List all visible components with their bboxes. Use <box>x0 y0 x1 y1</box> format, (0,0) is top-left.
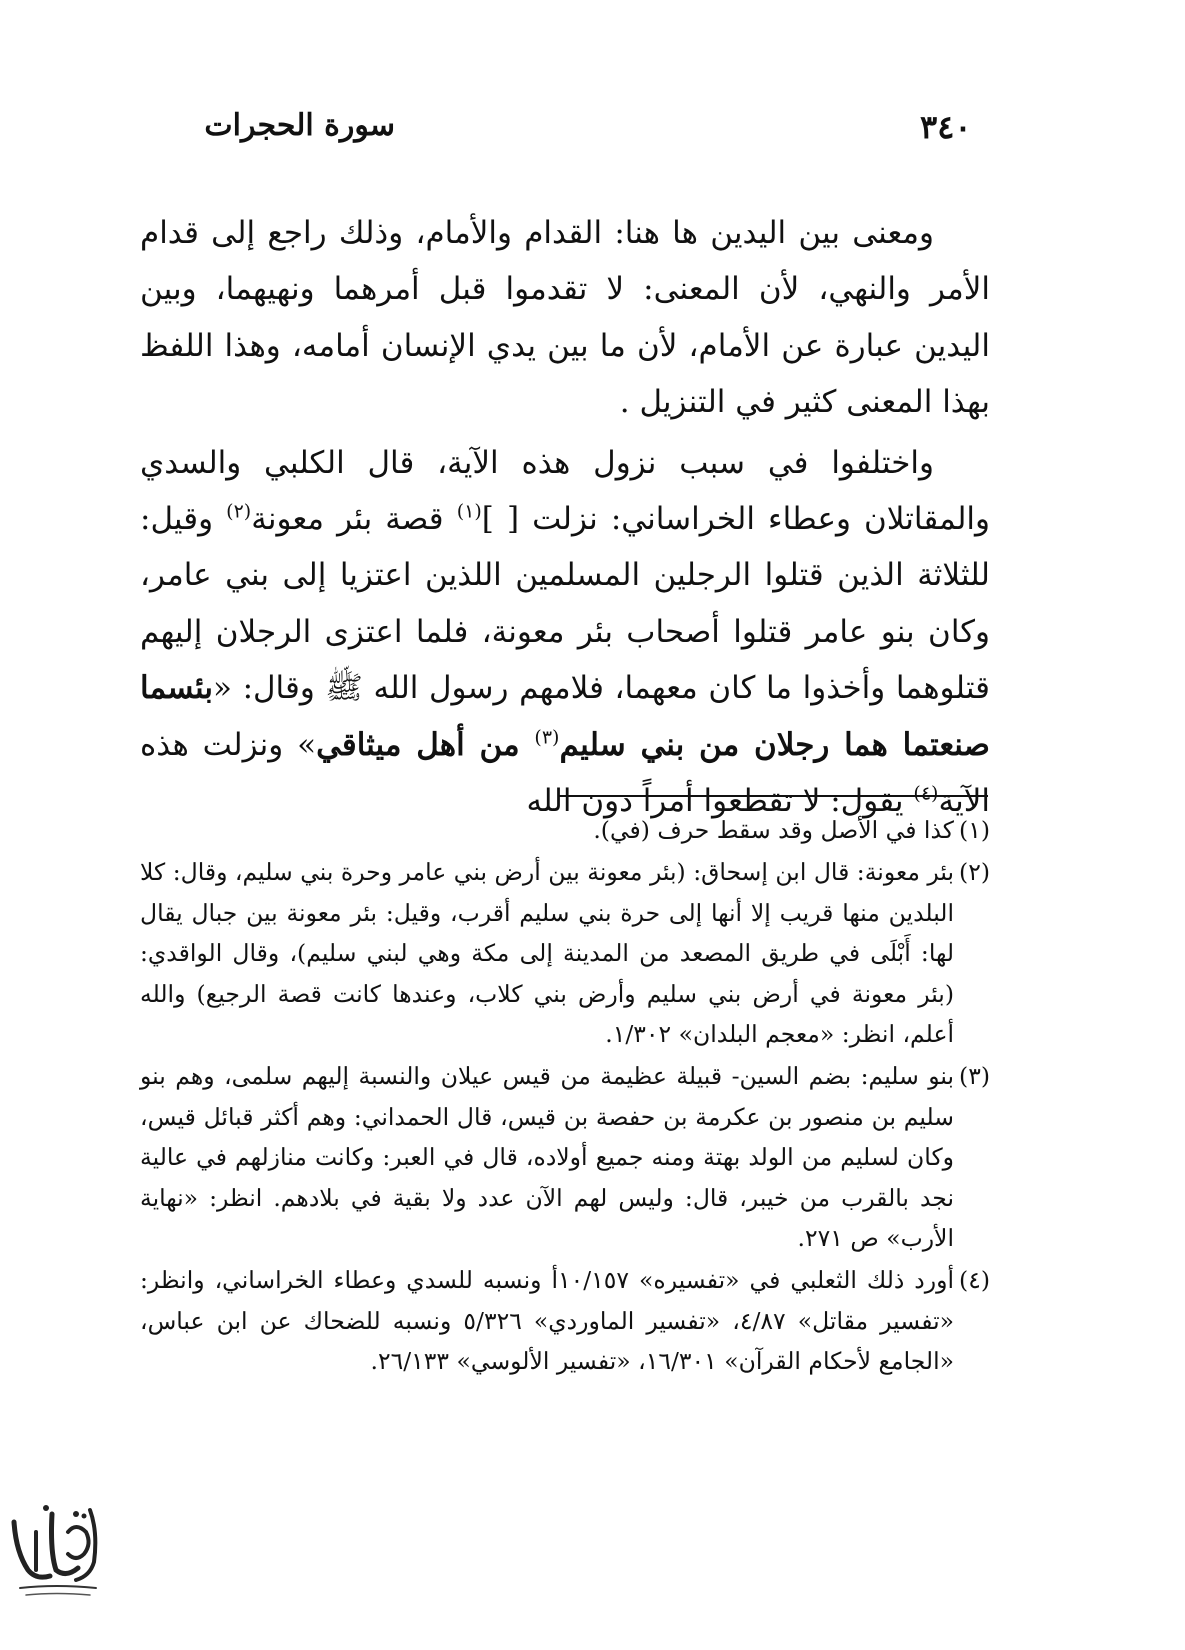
footnote-number: (٣) <box>959 1062 990 1091</box>
footnote-text: أورد ذلك الثعلبي في «تفسيره» ١٠/١٥٧أ ونسبه للسدي وعطاء الخراساني، وانظر: «تفسير مقاتل» ٤/٨٧، «تفسير الماوردي» ٥/٣٢٦ ونسبه للضحاك عن ابن عباس، «الجامع لأحكام القرآن» ١٦/٣٠١، «تفسير الألوسي» ٢٦/١٣٣. <box>140 1266 955 1376</box>
hadith-quote-part-2: من أهل ميثاقي <box>316 726 535 763</box>
footnote-text: بئر معونة: قال ابن إسحاق: (بئر معونة بين أرض بني عامر وحرة بني سليم، وقال: كلا البلدين منها قريب إلا أنها إلى حرة بني سليم أقرب، وقيل: بئر معونة بين جبال يقال لها: أَبْلَى في طريق المصعد من المدينة إلى مكة وهي لبني سليم)، وقال الواقدي: (بئر معونة في أرض بني سليم وأرض بني كلاب، وعندها كانت قصة الرجيع) والله أعلم، انظر: «معجم البلدان» ١/٣٠٢. <box>140 858 954 1049</box>
footnote-number: (٤) <box>959 1266 990 1295</box>
paragraph-2-part-4: » ونزلت هذه الآية <box>140 726 990 820</box>
calligraphy-logo-icon <box>6 1492 106 1602</box>
page-header <box>200 108 990 158</box>
paragraph-2-part-1: واختلفوا في سبب نزول هذه الآية، قال الكلبي والسدي والمقاتلان وعطاء الخراساني: نزلت [ ] <box>140 444 990 538</box>
paragraph-1: ومعنى بين اليدين ها هنا: القدام والأمام، وذلك راجع إلى قدام الأمر والنهي، لأن المعنى: لا تقدموا قبل أمرهما ونهيهما، وبين اليدين عبارة عن الأمام، لأن ما بين يدي الإنسان أمامه، وهذا اللفظ بهذا المعنى كثير في التنزيل . <box>140 215 990 421</box>
footnote-ref-4[interactable]: (٤) <box>913 782 939 805</box>
hadith-quote-part-1: بئسما صنعتما هما رجلان من بني سليم <box>140 670 990 763</box>
footnote-text: كذا في الأصل وقد سقط حرف (في). <box>593 816 954 844</box>
footnote-2 <box>140 852 990 1054</box>
footnotes <box>140 810 990 1382</box>
footnote-number: (٢) <box>959 858 990 887</box>
paragraph-2-part-5: يقول: لا تقطعوا أمراً دون الله <box>526 783 914 820</box>
surah-title: سورة الحجرات <box>204 108 395 143</box>
paragraph-2-part-2: قصة بئر معونة <box>251 501 457 538</box>
paragraph-2-part-3: وقيل: للثلاثة الذين قتلوا الرجلين المسلمين اللذين اعتزيا إلى بني عامر، وكان بنو عامر قتلوا أصحاب بئر معونة، فلما اعتزى الرجلان إليهم قتلوهما وأخذوا ما كان معهما، فلامهم رسول الله ﷺ وقال: « <box>140 501 990 707</box>
footnote-ref-2[interactable]: (٢) <box>226 500 252 523</box>
footnote-ref-1[interactable]: (١) <box>456 500 482 523</box>
footnote-text: بنو سليم: بضم السين- قبيلة عظيمة من قيس عيلان والنسبة إليهم سلمى، وهم بنو سليم بن منصور بن عكرمة بن حفصة بن قيس، قال الحمداني: وهم أكثر قبائل قيس، وكان لسليم من الولد بهتة ومنه جميع أولاده، قال في العبر: وكانت منازلهم في عالية نجد بالقرب من خيبر، قال: وليس لهم الآن عدد ولا بقية في بلادهم. انظر: «نهاية الأرب» ص ٢٧١. <box>140 1062 954 1253</box>
paragraph-2 <box>140 435 990 830</box>
footnote-ref-3[interactable]: (٣) <box>534 726 560 749</box>
main-text <box>140 205 990 829</box>
publisher-logo-icon <box>6 1492 106 1602</box>
footnote-4 <box>140 1260 990 1381</box>
page-number: ٣٤٠ <box>920 108 972 146</box>
footnote-3 <box>140 1056 990 1258</box>
footnote-number: (١) <box>959 816 990 844</box>
footnote-divider <box>558 795 988 797</box>
footnote-1 <box>140 810 990 850</box>
